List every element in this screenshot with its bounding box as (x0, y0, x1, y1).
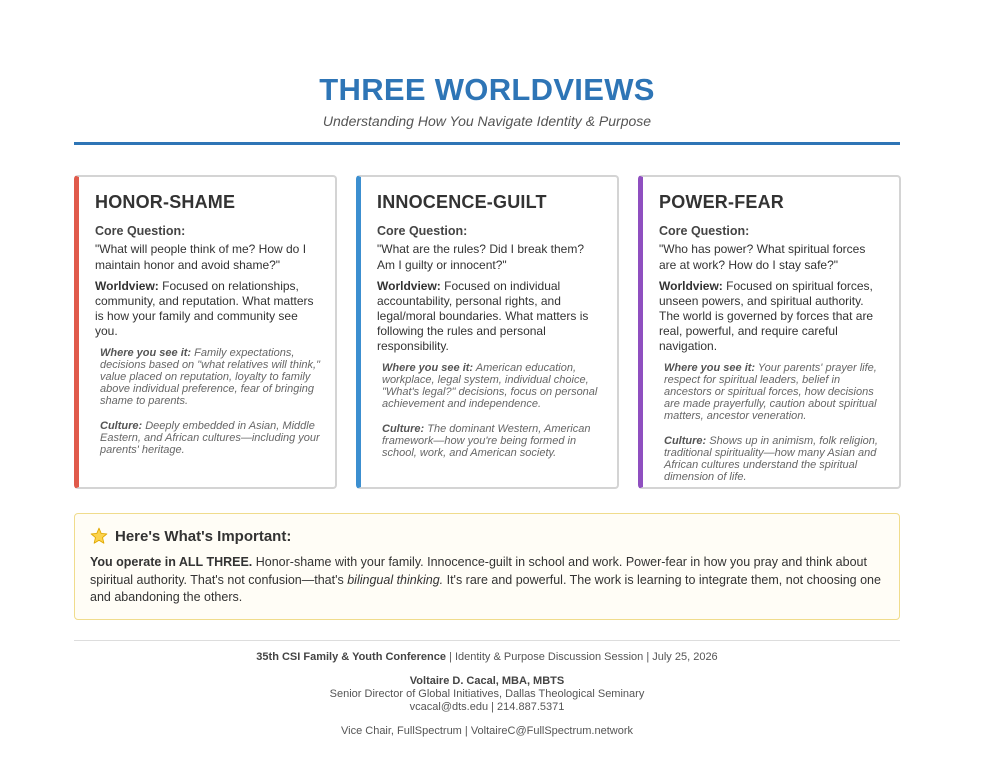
where-body: Your parents' prayer life, respect for spiritual leaders, belief in ancestors or spiritual forces, how decisions are made prayerfully, caution about spiritual matters, ancestor veneration. (664, 362, 877, 422)
important-text-1: Honor-shame with your family. Innocence-guilt in school and work. Power-fear in how you pray and think about spiritual authority. That's not confusion—that's (90, 555, 867, 587)
page-title: THREE WORLDVIEWS (319, 72, 655, 107)
footer-divider (74, 640, 900, 641)
worldview-text (95, 279, 321, 339)
important-body (90, 554, 884, 607)
where-you-see-it (659, 362, 885, 422)
culture-label: Culture: (100, 420, 143, 432)
worldview-text (659, 279, 885, 354)
culture-body: Deeply embedded in Asian, Middle Eastern, and African cultures—including your parents' heritage. (100, 420, 320, 456)
core-question-label: Core Question: (95, 224, 186, 238)
culture-label: Culture: (664, 435, 707, 447)
culture-body: Shows up in animism, folk religion, traditional spirituality—how many Asian and African cultures understand the spiritual dimension of life. (664, 435, 878, 483)
culture-note (659, 435, 885, 483)
core-question-label: Core Question: (377, 224, 468, 238)
important-text-2: It's rare and powerful. The work is learning to integrate them, not choosing one and abandoning the others. (90, 572, 881, 604)
core-question-text: "Who has power? What spiritual forces are at work? How do I stay safe?" (659, 242, 866, 272)
where-body: American education, workplace, legal system, individual choice, "What's legal?" decisions, focus on personal achievement and independence. (382, 362, 598, 410)
star-icon (90, 527, 108, 545)
card-title: HONOR-SHAME (95, 192, 236, 212)
presenter-vice-chair: Vice Chair, FullSpectrum | VoltaireC@FullSpectrum.network (341, 725, 633, 737)
card-honor-shame (74, 175, 337, 489)
worldview-label: Worldview: (659, 279, 723, 293)
important-emphasis: bilingual thinking. (347, 572, 444, 587)
where-you-see-it (95, 347, 321, 407)
conference-name: 35th CSI Family & Youth Conference (256, 651, 446, 663)
core-question-text: "What are the rules? Did I break them? Am I guilty or innocent?" (377, 242, 585, 272)
card-title: POWER-FEAR (659, 192, 784, 212)
culture-label: Culture: (382, 423, 425, 435)
worldview-body: Focused on individual accountability, personal rights, and legal/moral boundaries. What matters is following the rules and personal responsibility. (377, 279, 589, 353)
worldview-label: Worldview: (95, 279, 159, 293)
where-label: Where you see it: (382, 362, 474, 374)
culture-note (377, 423, 603, 459)
title-divider (74, 142, 900, 145)
core-question-label: Core Question: (659, 224, 750, 238)
where-label: Where you see it: (664, 362, 756, 374)
worldview-text (377, 279, 603, 354)
important-heading-row (90, 527, 884, 545)
where-label: Where you see it: (100, 347, 192, 359)
where-you-see-it (377, 362, 603, 410)
presenter-role: Senior Director of Global Initiatives, Dallas Theological Seminary (329, 688, 645, 700)
card-power-fear (638, 175, 901, 489)
important-heading: Here's What's Important: (115, 527, 292, 545)
core-question-text: "What will people think of me? How do I maintain honor and avoid shame?" (95, 242, 307, 272)
footer (74, 651, 900, 738)
card-title: INNOCENCE-GUILT (377, 192, 547, 212)
presenter-name: Voltaire D. Cacal, MBA, MBTS (409, 675, 565, 687)
card-innocence-guilt (356, 175, 619, 489)
worldview-body: Focused on relationships, community, and reputation. What matters is how your family and community see you. (95, 279, 314, 338)
worldview-label: Worldview: (377, 279, 441, 293)
session-info: | Identity & Purpose Discussion Session | July 25, 2026 (445, 651, 718, 663)
page-subtitle: Understanding How You Navigate Identity & Purpose (322, 113, 652, 129)
footer-conference-line (74, 651, 900, 664)
where-body: Family expectations, decisions based on "what relatives will think," value placed on reputation, loyalty to family above individual preference, fear of bringing shame to parents. (100, 347, 320, 407)
worldview-body: Focused on spiritual forces, unseen powers, and spiritual authority. The world is governed by forces that are real, powerful, and require careful navigation. (659, 279, 874, 353)
culture-body: The dominant Western, American framework—how you're being formed in school, work, and American society. (382, 423, 591, 459)
important-lead: You operate in ALL THREE. (90, 555, 253, 569)
culture-note (95, 420, 321, 456)
important-callout (74, 513, 900, 620)
presenter-contact: vcacal@dts.edu | 214.887.5371 (409, 701, 565, 713)
worldview-cards (74, 175, 900, 489)
